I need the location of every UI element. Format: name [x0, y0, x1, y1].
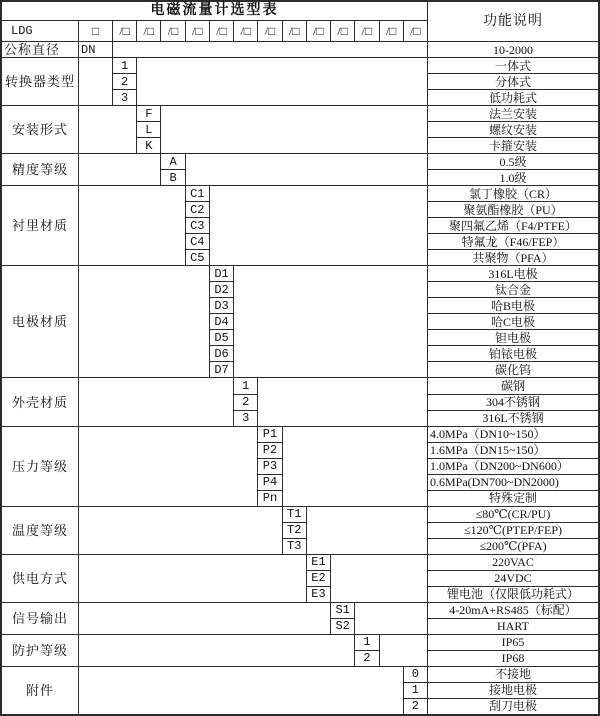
desc-cell: 304不锈钢 [428, 395, 598, 410]
desc-cell: 聚四氟乙烯（F4/PTFE） [428, 218, 598, 233]
spacer-cell [79, 186, 185, 265]
code-cell: 2 [234, 395, 257, 410]
model-slot-box: /□ [355, 21, 378, 41]
desc-cell: ≤120℃(PTEP/FEP) [428, 523, 598, 538]
category-label: 公称直径 [2, 42, 78, 57]
spacer-cell [137, 58, 427, 105]
code-cell: C3 [186, 218, 209, 233]
code-cell: 3 [113, 90, 136, 105]
desc-cell: 碳钢 [428, 378, 598, 393]
code-cell: 2 [404, 699, 427, 714]
model-slot-box: /□ [283, 21, 306, 41]
spacer-cell [79, 507, 282, 554]
spacer-cell [307, 507, 427, 554]
code-cell: P4 [258, 475, 281, 490]
table-title: 电磁流量计选型表 [2, 2, 427, 20]
spacer-cell [283, 427, 427, 506]
model-slot-box: /□ [331, 21, 354, 41]
category-label: 精度等级 [2, 154, 78, 185]
desc-cell: ≤80℃(CR/PU) [428, 507, 598, 522]
spacer-cell [79, 555, 306, 602]
desc-cell: 0.5级 [428, 154, 598, 169]
spacer-cell [79, 378, 233, 425]
category-label: 供电方式 [2, 555, 78, 602]
code-cell: 2 [355, 651, 378, 666]
code-cell: 0 [404, 667, 427, 682]
desc-cell: 4.0MPa（DN10~150） [428, 427, 598, 442]
code-cell: T2 [283, 523, 306, 538]
code-cell: 1 [113, 58, 136, 73]
code-cell: B [161, 170, 184, 185]
desc-cell: 10-2000 [428, 42, 598, 57]
code-cell: P2 [258, 443, 281, 458]
spacer-cell [79, 603, 330, 634]
function-description-header: 功能说明 [428, 2, 598, 41]
desc-cell: 接地电极 [428, 683, 598, 698]
desc-cell: 316L电极 [428, 266, 598, 281]
desc-cell: IP68 [428, 651, 598, 666]
spacer-cell [113, 42, 427, 57]
desc-cell: 分体式 [428, 74, 598, 89]
code-cell: 1 [234, 378, 257, 393]
desc-cell: 不接地 [428, 667, 598, 682]
desc-cell: 316L不锈钢 [428, 411, 598, 426]
spacer-cell [331, 555, 427, 602]
desc-cell: 特殊定制 [428, 491, 598, 506]
model-first-box: □ [79, 21, 112, 41]
desc-cell: 0.6MPa(DN700~DN2000) [428, 475, 598, 490]
code-cell: A [161, 154, 184, 169]
code-cell: DN [79, 42, 112, 57]
desc-cell: 铂铱电极 [428, 346, 598, 361]
spacer-cell [79, 106, 136, 153]
model-prefix-label: LDG [2, 21, 78, 41]
desc-cell: 1.6MPa（DN15~150） [428, 443, 598, 458]
spacer-cell [234, 266, 427, 377]
spacer-cell [355, 603, 427, 634]
code-cell: C2 [186, 202, 209, 217]
desc-cell: 钛合金 [428, 282, 598, 297]
spacer-cell [186, 154, 427, 185]
code-cell: C5 [186, 250, 209, 265]
category-label: 电极材质 [2, 266, 78, 377]
desc-cell: 法兰安装 [428, 106, 598, 121]
model-slot-box: /□ [113, 21, 136, 41]
model-slot-box: /□ [307, 21, 330, 41]
code-cell: 2 [113, 74, 136, 89]
category-label: 转换器类型 [2, 58, 78, 105]
desc-cell: 螺纹安装 [428, 122, 598, 137]
spacer-cell [79, 266, 209, 377]
desc-cell: 哈B电极 [428, 298, 598, 313]
desc-cell: 4-20mA+RS485（标配） [428, 603, 598, 618]
desc-cell: 卡箍安装 [428, 138, 598, 153]
model-slot-box: /□ [404, 21, 427, 41]
category-label: 衬里材质 [2, 186, 78, 265]
desc-cell: 刮刀电极 [428, 699, 598, 714]
desc-cell: HART [428, 619, 598, 634]
code-cell: S2 [331, 619, 354, 634]
model-slot-box: /□ [161, 21, 184, 41]
code-cell: S1 [331, 603, 354, 618]
spacer-cell [79, 58, 112, 105]
code-cell: D4 [210, 314, 233, 329]
desc-cell: 碳化钨 [428, 362, 598, 377]
category-label: 温度等级 [2, 507, 78, 554]
code-cell: C1 [186, 186, 209, 201]
model-slot-box: /□ [234, 21, 257, 41]
code-cell: D1 [210, 266, 233, 281]
spacer-cell [380, 635, 427, 666]
model-slot-box: /□ [258, 21, 281, 41]
spacer-cell [210, 186, 427, 265]
code-cell: P3 [258, 459, 281, 474]
desc-cell: 哈C电极 [428, 314, 598, 329]
desc-cell: 锂电池（仅限低功耗式） [428, 587, 598, 602]
category-label: 安装形式 [2, 106, 78, 153]
code-cell: 3 [234, 411, 257, 426]
desc-cell: 聚氨酯橡胶（PU） [428, 202, 598, 217]
code-cell: F [137, 106, 160, 121]
code-cell: 1 [355, 635, 378, 650]
category-label: 附件 [2, 667, 78, 714]
code-cell: E1 [307, 555, 330, 570]
desc-cell: ≤200℃(PFA) [428, 539, 598, 554]
spacer-cell [79, 667, 403, 714]
code-cell: L [137, 122, 160, 137]
desc-cell: 特氟龙（F46/FEP） [428, 234, 598, 249]
desc-cell: 1.0MPa（DN200~DN600） [428, 459, 598, 474]
category-label: 防护等级 [2, 635, 78, 666]
desc-cell: 220VAC [428, 555, 598, 570]
desc-cell: IP65 [428, 635, 598, 650]
code-cell: T1 [283, 507, 306, 522]
model-slot-box: /□ [137, 21, 160, 41]
model-slot-box: /□ [210, 21, 233, 41]
code-cell: D2 [210, 282, 233, 297]
desc-cell: 24VDC [428, 571, 598, 586]
code-cell: E3 [307, 587, 330, 602]
spacer-cell [258, 378, 427, 425]
code-cell: Pn [258, 491, 281, 506]
spacer-cell [79, 154, 160, 185]
desc-cell: 一体式 [428, 58, 598, 73]
category-label: 信号输出 [2, 603, 78, 634]
desc-cell: 低功耗式 [428, 90, 598, 105]
spacer-cell [79, 635, 354, 666]
code-cell: P1 [258, 427, 281, 442]
code-cell: C4 [186, 234, 209, 249]
code-cell: 1 [404, 683, 427, 698]
model-slot-box: /□ [380, 21, 403, 41]
code-cell: D7 [210, 362, 233, 377]
category-label: 压力等级 [2, 427, 78, 506]
code-cell: D6 [210, 346, 233, 361]
code-cell: D3 [210, 298, 233, 313]
desc-cell: 共聚物（PFA） [428, 250, 598, 265]
code-cell: E2 [307, 571, 330, 586]
desc-cell: 钽电极 [428, 330, 598, 345]
spacer-cell [79, 427, 257, 506]
code-cell: D5 [210, 330, 233, 345]
code-cell: T3 [283, 539, 306, 554]
spacer-cell [161, 106, 427, 153]
code-cell: K [137, 138, 160, 153]
model-slot-box: /□ [186, 21, 209, 41]
desc-cell: 1.0级 [428, 170, 598, 185]
category-label: 外壳材质 [2, 378, 78, 425]
desc-cell: 氯丁橡胶（CR） [428, 186, 598, 201]
